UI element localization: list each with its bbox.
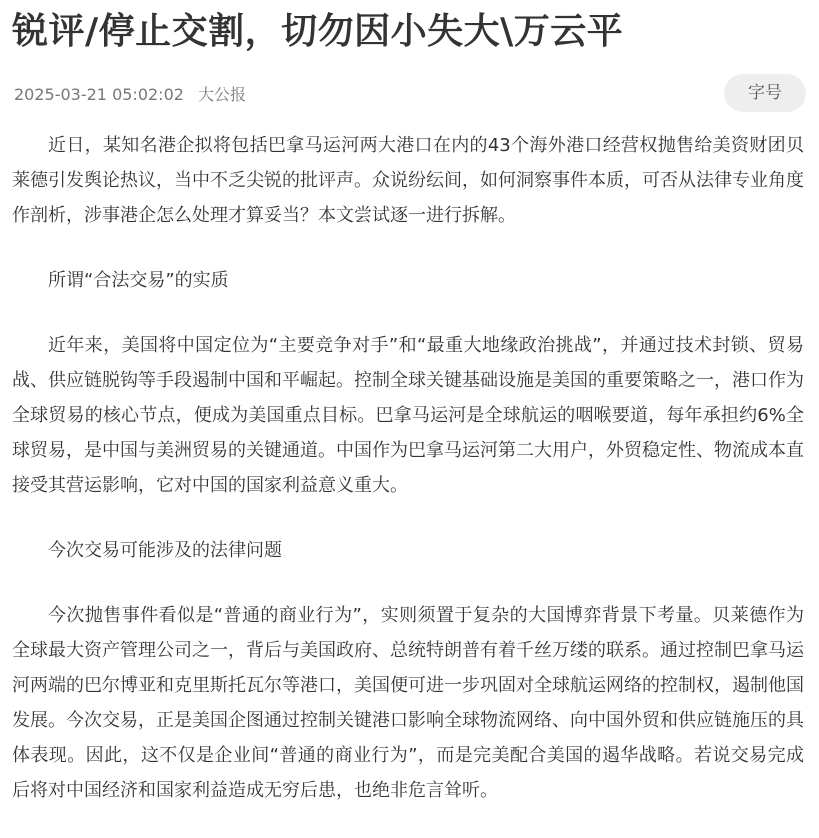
font-size-button[interactable]: 字号 <box>724 74 806 112</box>
article-body <box>12 128 804 808</box>
article-meta <box>14 82 246 105</box>
article-source: 大公报 <box>197 85 246 104</box>
meta-row <box>12 74 812 120</box>
publish-date: 2025-03-21 05:02:02 <box>14 85 184 104</box>
article <box>12 0 812 838</box>
paragraph-analysis: 今次抛售事件看似是“普通的商业行为”，实则须置于复杂的大国博弈背景下考量。贝莱德作为全球最大资产管理公司之一，背后与美国政府、总统特朗普有着千丝万缕的联系。通过控制巴拿马运河两端的巴尔博亚和克里斯托瓦尔等港口，美国便可进一步巩固对全球航运网络的控制权，遏制他国发展。今次交易，正是美国企图通过控制关键港口影响全球物流网络、向中国外贸和供应链施压的具体表现。因此，这不仅是企业间“普通的商业行为”，而是完美配合美国的遏华战略。若说交易完成后将对中国经济和国家利益造成无穷后患，也绝非危言耸听。 <box>12 605 804 801</box>
section-heading-legal-issues: 今次交易可能涉及的法律问题 <box>48 540 282 561</box>
paragraph-background: 近年来，美国将中国定位为“主要竞争对手”和“最重大地缘政治挑战”，并通过技术封锁、贸易战、供应链脱钩等手段遏制中国和平崛起。控制全球关键基础设施是美国的重要策略之一，港口作为全球贸易的核心节点，便成为美国重点目标。巴拿马运河是全球航运的咽喉要道，每年承担约6%全球贸易，是中国与美洲贸易的关键通道。中国作为巴拿马运河第二大用户，外贸稳定性、物流成本直接受其营运影响，它对中国的国家利益意义重大。 <box>12 335 804 496</box>
paragraph-intro: 近日，某知名港企拟将包括巴拿马运河两大港口在内的43个海外港口经营权抛售给美资财团贝莱德引发舆论热议，当中不乏尖锐的批评声。众说纷纭间，如何洞察事件本质，可否从法律专业角度作剖析，涉事港企怎么处理才算妥当？本文尝试逐一进行拆解。 <box>12 135 804 226</box>
section-heading-legal-trade: 所谓“合法交易”的实质 <box>48 270 229 291</box>
article-title: 锐评/停止交割，切勿因小失大\万云平 <box>12 11 624 52</box>
